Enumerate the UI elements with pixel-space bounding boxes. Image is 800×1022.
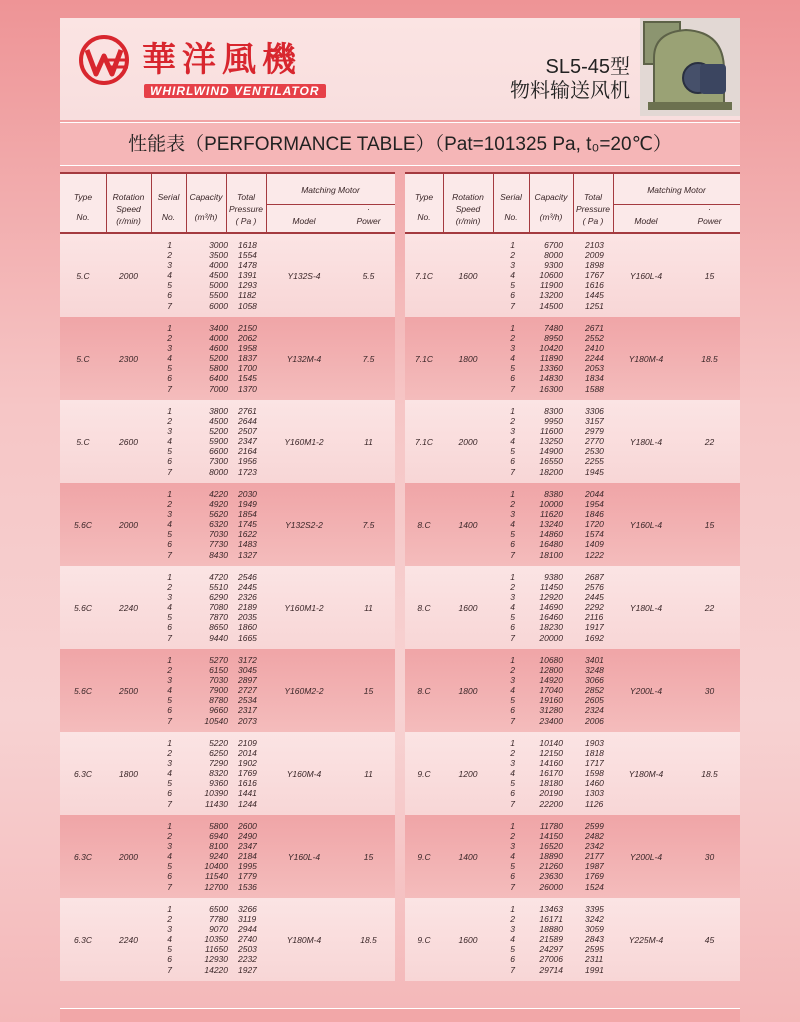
col-type-no: No. — [76, 212, 90, 222]
type-cell: 8.C — [417, 685, 431, 696]
power-cell: 7.5 — [362, 353, 375, 364]
table-group — [405, 815, 740, 898]
power-cell: 15 — [704, 270, 715, 281]
power-cell: 22 — [704, 602, 715, 613]
pressure-list: 2671 2552 2410 2244 2053 1834 1588 — [585, 323, 604, 394]
table-group — [405, 234, 740, 317]
power-cell: 18.5 — [701, 353, 718, 364]
col-capacity: Capacity — [189, 192, 223, 202]
capacity-list: 8380 10000 11620 13240 14860 16480 18100 — [539, 489, 563, 560]
serial-list: 1 2 3 4 5 6 7 — [510, 406, 515, 477]
serial-list: 1 2 3 4 5 6 7 — [167, 489, 172, 560]
power-cell: 15 — [363, 851, 374, 862]
pressure-list: 2761 2644 2507 2347 2164 1956 1723 — [238, 406, 257, 477]
table-title-bar — [60, 122, 740, 166]
pressure-list: 3172 3045 2897 2727 2534 2317 2073 — [238, 655, 257, 726]
capacity-list: 5800 6940 8100 9240 10400 11540 12700 — [204, 821, 228, 892]
motor-model-cell: Y180L-4 — [629, 436, 663, 447]
power-cell: 18.5 — [701, 768, 718, 779]
capacity-list: 5270 6150 7030 7900 8780 9660 10540 — [204, 655, 228, 726]
col-capacity: Capacity — [534, 192, 568, 202]
type-cell: 7.1C — [415, 270, 433, 281]
pressure-list: 2687 2576 2445 2292 2116 1917 1692 — [585, 572, 604, 643]
power-cell: 30 — [704, 685, 715, 696]
pressure-list: 2030 1949 1854 1745 1622 1483 1327 — [238, 489, 257, 560]
col-pressure: Pressure — [228, 204, 263, 214]
company-logo — [78, 34, 130, 86]
motor-model-cell: Y160M1-2 — [284, 602, 324, 613]
capacity-list: 13463 16171 18880 21589 24297 27006 29714 — [539, 904, 563, 975]
col-matching-motor: Matching Motor — [647, 185, 706, 195]
power-cell: 5.5 — [362, 270, 375, 281]
speed-cell: 2000 — [119, 270, 138, 281]
col-serial: Serial — [500, 192, 522, 202]
table-title: 性能表（PERFORMANCE TABLE）（Pat=101325 Pa, t₀=20℃） — [128, 134, 672, 155]
col-speed: Speed — [455, 204, 481, 214]
power-cell: 11 — [364, 602, 373, 613]
col-power: Power — [356, 216, 381, 226]
type-cell: 9.C — [417, 934, 431, 945]
type-cell: 6.3C — [74, 768, 92, 779]
performance-table-left — [60, 172, 395, 981]
pressure-list: 3306 3157 2979 2770 2530 2255 1945 — [585, 406, 604, 477]
speed-cell: 2000 — [119, 851, 138, 862]
table-header — [60, 172, 395, 234]
capacity-list: 8300 9950 11600 13250 14900 16550 18200 — [539, 406, 563, 477]
col-power: Power — [697, 216, 722, 226]
type-cell: 5.6C — [74, 519, 92, 530]
table-header — [405, 172, 740, 234]
product-name: 物料输送风机 — [510, 80, 630, 102]
col-type: Type — [73, 192, 93, 202]
col-capacity-unit: (m³/h) — [539, 212, 563, 222]
motor-model-cell: Y160L-4 — [287, 851, 321, 862]
speed-cell: 2000 — [119, 519, 138, 530]
speed-cell: 1800 — [458, 353, 478, 364]
footer-bar — [60, 1008, 740, 1022]
serial-list: 1 2 3 4 5 6 7 — [167, 240, 172, 311]
serial-list: 1 2 3 4 5 6 7 — [167, 655, 172, 726]
pressure-list: 2599 2482 2342 2177 1987 1769 1524 — [585, 821, 604, 892]
table-group — [60, 400, 395, 483]
pressure-list: 2109 2014 1902 1769 1616 1441 1244 — [238, 738, 257, 809]
speed-cell: 1400 — [458, 851, 478, 862]
col-total: Total — [583, 192, 603, 202]
capacity-list: 10140 12150 14160 16170 18180 20190 22200 — [539, 738, 563, 809]
type-cell: 7.1C — [415, 353, 433, 364]
capacity-list: 3400 4000 4600 5200 5800 6400 7000 — [209, 323, 228, 394]
type-cell: 8.C — [417, 602, 431, 613]
capacity-list: 3000 3500 4000 4500 5000 5500 6000 — [209, 240, 228, 311]
pressure-list: 2150 2062 1958 1837 1700 1545 1370 — [238, 323, 257, 394]
capacity-list: 4720 5510 6290 7080 7870 8650 9440 — [209, 572, 228, 643]
serial-list: 1 2 3 4 5 6 7 — [510, 489, 515, 560]
power-cell: 15 — [704, 519, 715, 530]
table-group — [60, 317, 395, 400]
motor-model-cell: Y132M-4 — [286, 353, 322, 364]
capacity-list: 9380 11450 12920 14690 16460 18230 20000 — [539, 572, 563, 643]
motor-model-cell: Y160M-4 — [286, 768, 322, 779]
col-serial-no: No. — [161, 212, 176, 222]
col-model: Model — [292, 216, 316, 226]
col-total: Total — [236, 192, 256, 202]
speed-cell: 2240 — [119, 934, 138, 945]
col-power-mark: · — [367, 204, 370, 214]
table-group — [405, 898, 740, 981]
serial-list: 1 2 3 4 5 6 7 — [510, 323, 515, 394]
table-body — [60, 234, 395, 981]
motor-model-cell: Y160M2-2 — [284, 685, 324, 696]
serial-list: 1 2 3 4 5 6 7 — [510, 655, 515, 726]
col-pressure-unit: ( Pa ) — [235, 216, 257, 226]
serial-list: 1 2 3 4 5 6 7 — [510, 738, 515, 809]
speed-cell: 2300 — [119, 353, 138, 364]
type-cell: 8.C — [417, 519, 431, 530]
table-group — [405, 649, 740, 732]
pressure-list: 1903 1818 1717 1598 1460 1303 1126 — [585, 738, 604, 809]
capacity-list: 7480 8950 10420 11890 13360 14830 16300 — [539, 323, 563, 394]
pressure-list: 3401 3248 3066 2852 2605 2324 2006 — [585, 655, 604, 726]
col-matching-motor: Matching Motor — [301, 185, 360, 195]
serial-list: 1 2 3 4 5 6 7 — [167, 572, 172, 643]
power-cell: 11 — [364, 768, 373, 779]
type-cell: 6.3C — [74, 934, 92, 945]
power-cell: 18.5 — [360, 934, 377, 945]
capacity-list: 11780 14150 16520 18890 21260 23630 26000 — [539, 821, 563, 892]
serial-list: 1 2 3 4 5 6 7 — [510, 904, 515, 975]
pressure-list: 1618 1554 1478 1391 1293 1182 1058 — [238, 240, 257, 311]
table-group — [405, 566, 740, 649]
col-model: Model — [634, 216, 658, 226]
col-pressure-unit: ( Pa ) — [582, 216, 604, 226]
speed-cell: 2500 — [119, 685, 138, 696]
type-cell: 7.1C — [415, 436, 433, 447]
serial-list: 1 2 3 4 5 6 7 — [167, 406, 172, 477]
col-serial: Serial — [157, 192, 180, 202]
motor-model-cell: Y200L-4 — [629, 685, 663, 696]
motor-model-cell: Y180M-4 — [628, 353, 664, 364]
capacity-list: 6700 8000 9300 10600 11900 13200 14500 — [539, 240, 563, 311]
type-cell: 5.C — [76, 436, 90, 447]
motor-model-cell: Y160M1-2 — [284, 436, 324, 447]
type-cell: 9.C — [417, 768, 431, 779]
type-cell: 5.C — [76, 270, 90, 281]
table-group — [60, 815, 395, 898]
capacity-list: 3800 4500 5200 5900 6600 7300 8000 — [209, 406, 228, 477]
capacity-list: 5220 6250 7290 8320 9360 10390 11430 — [204, 738, 228, 809]
serial-list: 1 2 3 4 5 6 7 — [510, 240, 515, 311]
pressure-list: 2600 2490 2347 2184 1995 1779 1536 — [238, 821, 257, 892]
col-rotation: Rotation — [112, 192, 145, 202]
capacity-list: 6500 7780 9070 10350 11650 12930 14220 — [204, 904, 228, 975]
pressure-list: 2103 2009 1898 1767 1616 1445 1251 — [585, 240, 604, 311]
speed-cell: 2240 — [119, 602, 138, 613]
serial-list: 1 2 3 4 5 6 7 — [167, 738, 172, 809]
col-capacity-unit: (m³/h) — [194, 212, 218, 222]
table-group — [60, 732, 395, 815]
power-cell: 11 — [364, 436, 373, 447]
performance-table-right — [405, 172, 740, 981]
fan-product-photo — [640, 18, 740, 116]
table-group — [60, 649, 395, 732]
motor-model-cell: Y225M-4 — [628, 934, 664, 945]
power-cell: 15 — [363, 685, 374, 696]
pressure-list: 3395 3242 3059 2843 2595 2311 1991 — [585, 904, 604, 975]
motor-model-cell: Y180M-4 — [286, 934, 322, 945]
pressure-list: 3266 3119 2944 2740 2503 2232 1927 — [238, 904, 257, 975]
col-pressure: Pressure — [575, 204, 610, 214]
col-power-mark: · — [708, 204, 711, 214]
table-group — [405, 317, 740, 400]
serial-list: 1 2 3 4 5 6 7 — [167, 323, 172, 394]
power-cell: 30 — [704, 851, 715, 862]
type-cell: 6.3C — [74, 851, 92, 862]
col-type-no: No. — [417, 212, 431, 222]
table-body — [405, 234, 740, 981]
col-type: Type — [414, 192, 434, 202]
power-cell: 22 — [704, 436, 715, 447]
motor-model-cell: Y160L-4 — [629, 270, 663, 281]
table-group — [60, 566, 395, 649]
speed-cell: 1200 — [458, 768, 478, 779]
speed-cell: 1600 — [458, 602, 478, 613]
power-cell: 7.5 — [362, 519, 375, 530]
motor-model-cell: Y180L-4 — [629, 602, 663, 613]
product-model: SL5-45型 — [545, 56, 630, 78]
type-cell: 5.6C — [74, 602, 92, 613]
capacity-list: 10680 12800 14920 17040 19160 31280 23400 — [539, 655, 563, 726]
motor-model-cell: Y160L-4 — [629, 519, 663, 530]
type-cell: 5.C — [76, 353, 90, 364]
type-cell: 5.6C — [74, 685, 92, 696]
table-group — [405, 732, 740, 815]
table-group — [60, 234, 395, 317]
type-cell: 9.C — [417, 851, 431, 862]
serial-list: 1 2 3 4 5 6 7 — [510, 572, 515, 643]
motor-model-cell: Y200L-4 — [629, 851, 663, 862]
speed-cell: 2600 — [119, 436, 138, 447]
pressure-list: 2546 2445 2326 2189 2035 1860 1665 — [238, 572, 257, 643]
speed-cell: 1800 — [119, 768, 138, 779]
speed-cell: 1600 — [458, 270, 478, 281]
serial-list: 1 2 3 4 5 6 7 — [167, 904, 172, 975]
capacity-list: 4220 4920 5620 6320 7030 7730 8430 — [209, 489, 228, 560]
col-rotation: Rotation — [452, 192, 484, 202]
table-group — [405, 400, 740, 483]
speed-cell: 1800 — [458, 685, 478, 696]
col-speed-unit: (r/min) — [455, 216, 481, 226]
motor-model-cell: Y132S-4 — [287, 270, 321, 281]
col-serial-no: No. — [504, 212, 518, 222]
serial-list: 1 2 3 4 5 6 7 — [167, 821, 172, 892]
speed-cell: 2000 — [458, 436, 478, 447]
table-group — [60, 483, 395, 566]
motor-model-cell: Y180M-4 — [628, 768, 664, 779]
brand-name-cn: 華洋風機 — [142, 40, 302, 80]
speed-cell: 1600 — [458, 934, 478, 945]
speed-cell: 1400 — [458, 519, 478, 530]
brand-name-en: WHIRLWIND VENTILATOR — [144, 84, 326, 98]
serial-list: 1 2 3 4 5 6 7 — [510, 821, 515, 892]
table-group — [405, 483, 740, 566]
power-cell: 45 — [704, 934, 715, 945]
table-group — [60, 898, 395, 981]
col-speed: Speed — [116, 204, 141, 214]
pressure-list: 2044 1954 1846 1720 1574 1409 1222 — [585, 489, 604, 560]
col-speed-unit: (r/min) — [116, 216, 141, 226]
motor-model-cell: Y132S2-2 — [285, 519, 323, 530]
